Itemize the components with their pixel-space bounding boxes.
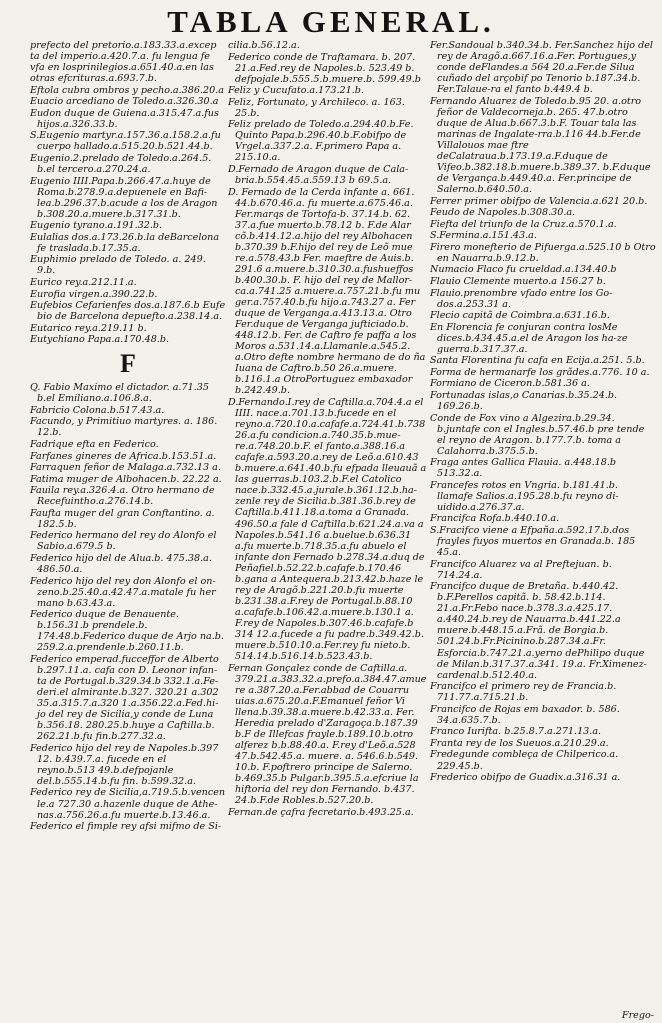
catchword: Frego- (621, 1010, 654, 1021)
index-entry: Francifco el primero rey de Francia.b. 711.77.a.715.21.b. (430, 681, 617, 704)
index-entry: Francifco Aluarez va al Preftejuan. b. 714.24.a. (430, 558, 612, 581)
index-entry: Eulalias dos.a.173.26.b.la deBarcelona fe traslada.b.17.35.a. (30, 231, 220, 254)
index-entry: Federico hijo del rey de Napoles.b.397 12. b.439.7.a. fucede en el reyno.b.513 49.b.defpojanle del.b.555.14.b.fu fin. b.599.32.a. (30, 742, 219, 787)
index-entry: Federico hermano del rey do Alonfo el Sabio.a.679.5 b. (30, 530, 217, 553)
index-entry: Flauio.prenombre vfado entre los Go-dos.a.253.31 a. (430, 287, 613, 310)
index-entry: Euacio arcediano de Toledo.a.326.30.a (30, 96, 219, 108)
index-entry: Faufta muger del gran Conftantino. a. 182.5.b. (30, 507, 215, 530)
index-entry: S.Fermina.a.151.43.a. (430, 230, 537, 242)
index-entry: Fraga antes Gallica Flauia. a.448.18.b 513.32.a. (430, 457, 617, 480)
index-entry: D.Fernado de Aragon duque de Cala-bria.b.554.45.a.559.13 b 69.5.a. (228, 164, 409, 187)
index-entry: Francefes rotos en Vngria. b.181.41.b. llamafe Salios.a.195.28.b.fu reyno di-uidido.a.276.37.a. (430, 479, 619, 513)
index-entry: Flecio capitã de Coimbra.a.631.16.b. (430, 310, 610, 322)
index-entry: Eutarico rey.a.219.11 b. (30, 322, 147, 334)
index-entry: Frederico obifpo de Guadix.a.316.31 a. (430, 772, 621, 784)
index-entry: Federico duque de Benauente. b.156.31.b prendele.b. 174.48.b.Federico duque de Arjo na.b. 259.2.a.prendenle.b.260.11.b. (30, 609, 224, 654)
section-letter: F (120, 349, 136, 379)
page-header (0, 0, 662, 40)
index-column-1 (30, 40, 226, 1019)
index-entry: Feliz, Fortunato, y Archileco. a. 163. 25.b. (228, 96, 405, 119)
index-entry: prefecto del pretorio.a.183.33.a.excep ta del imperio.a.420.7.a. fu lengua fe vfa en losprinilegios.a.651.40.a.en las otras efcrituras.a.693.7.b. (30, 40, 217, 85)
index-entry: Fer.Sandoual b.340.34.b. Fer.Sanchez hijo del rey de Aragõ.a.667.16.a.Fer. Portugues,y conde deFlandes.a 564 20.a.Fer.de Silua cuñado del arçobif po Tenorio b.187.34.b. Fer.Talaue-ra el fanto b.449.4 b. (430, 40, 653, 96)
index-entry: Federico hijo del de Alua.b. 475.38.a. 486.50.a. (30, 552, 212, 576)
index-entry: Fabricio Colona.b.517.43.a. (30, 404, 165, 416)
index-entry: Euphimio prelado de Toledo. a. 249. 9.b. (30, 254, 206, 277)
index-entry: Fatima muger de Albohacen.b. 22.22 a. (30, 473, 222, 485)
index-entry: Fernan.de çafra fecretario.b.493.25.a. (228, 806, 414, 818)
index-entry: Franta rey de los Sueuos.a.210.29.a. (430, 737, 609, 749)
index-entry: Firero monefterio de Pifuerga.a.525.10 b Otro en Nauarra.b.9.12.b. (430, 241, 656, 264)
index-entry: cilia.b.56.12.a. (228, 40, 300, 51)
index-entry: Conde de Fox vino a Algezira.b.29.34. b.juntafe con el Ingles.b.57.46.b pre tende el reyno de Aragon. b.177.7.b. toma a Calahorra.b.375.5.b. (430, 412, 645, 457)
index-entry: Q. Fabio Maximo el dictador. a.71.35 b.el Emiliano.a.106.8.a. (30, 382, 209, 405)
index-entry: S.Eugenio martyr.a.157.36.a.158.2.a.fu cuerpo hallado.a.515.20.b.521.44.b. (30, 130, 221, 153)
index-entry: En Florencia fe conjuran contra losMe dices.b.434.45.a.el de Aragon los ha-ze guerra.b.317.37.a. (430, 321, 628, 355)
index-entry: Fernan Gonçalez conde de Caftilla.a. 379.21.a.383.32.a.prefo.a.384.47.amue re a.387.20.a.Fer.abbad de Couarru uias.a.675.20.a.F.Emanuel feñor Vi llena.b.39.38.a.muere.b.42.33.a. Fer. Heredia prelado d'Zaragoça.b.187.39 b.F de Illefcas frayle.b.189.10.b.otro alferez b.b.88.40.a. F.rey d'Leõ.a.528 47.b.542.45.a. muere. a. 546.6.b.549. 10.b. F.poftrero principe de Salerno. b.469.35.b Pulgar.b.395.5.a.efcriue la hiftoria del rey don Fernando. b.437. 24.b.F.de Robles.b.527.20.b. (228, 662, 427, 807)
index-entry: Eugenio tyrano.a.191.32.b. (30, 220, 163, 232)
index-entry: Franco Iurifta. b.25.8.7.a.271.13.a. (430, 726, 602, 738)
index-column-2 (228, 40, 428, 1019)
index-entry: Francifco de Rojas em baxador. b. 586. 34.a.635.7.b. (430, 703, 620, 726)
index-entry: Eufebios Cefarienfes dos.a.187.6.b Eufe bio de Barcelona depuefto.a.238.14.a. (30, 300, 226, 323)
index-entry: Feliz prelado de Toledo.a.294.40.b.Fe. Quinto Papa.b.296.40.b.F.obifpo de Vrgel.a.337.2.a. F.primero Papa a. 215.10.a. (228, 119, 414, 164)
index-entry: Eugenio IIII.Papa.b.266.47.a.huye de Roma.b.278.9.a.depuenele en Bafi-lea.b.296.37.b.acude a los de Aragon b.308.20.a.muere.b.317.31.b. (30, 175, 218, 220)
index-entry: Formiano de Ciceron.b.581.36 a. (430, 378, 590, 390)
index-entry: Federico rey de Sicilia,a.719.5.b.vencen le.a 727.30 a.hazenle duque de Athe-nas.a.756.26.a.fu muerte.b.13.46.a. (30, 787, 226, 821)
index-entry: Facundo, y Primitiuo martyres. a. 186. 12.b. (30, 416, 218, 439)
index-entry: Eurofia virgen.a.390.22.b. (30, 288, 158, 300)
index-entry: Eudon duque de Guiena.a.315.47.a.fus hijos.a.326.33.b. (30, 107, 219, 130)
index-entry: Eurico rey.a.212.11.a. (30, 276, 137, 288)
index-entry: Fredegunde combleça de Chilperico.a. 229.45.b. (430, 749, 619, 772)
index-entry: Fiefta del triunfo de la Cruz.a.570.1.a. (430, 218, 617, 230)
index-entry: Feudo de Napoles.b.308.30.a. (430, 207, 576, 219)
index-entry: Federico el fimple rey afsi mifmo de Si- (30, 821, 222, 833)
index-entry: Farfanes gineres de Africa.b.153.51.a. (30, 450, 217, 462)
index-column-3 (430, 40, 656, 1019)
index-entry: Fadrique efta en Federico. (30, 439, 159, 450)
index-entry: Flauio Clemente muerto.a 156.27 b. (430, 275, 606, 287)
index-entry: Eutychiano Papa.a.170.48.b. (30, 334, 170, 346)
index-entry: Federico hijo del rey don Alonfo el on-zeno.b.25.40.a.42.47.a.matale fu her mano b.63.43.a. (30, 575, 216, 609)
index-entry: Numacio Flaco fu crueldad.a.134.40.b (430, 264, 617, 276)
index-entry: Federico emperad.fucceffor de Alberto b.297.11.a. cafa con D. Leonor infan-ta de Portugal.b.329.34.b 332.1.a.Fe-deri.el almirante.b.327. 320.21 a.302 35.a.315.7.a.320 1.a.356.22.a.Fed.hi-jo del rey de Sicilia,y conde de Luna b.356.18. 280.25.b.huye a Caftilla.b. 262.21.b.fu fin.b.277.32.a. (30, 653, 219, 743)
index-entry: D. Fernado de la Cerda infante a. 661. 44.b.670.46.a. fu muerte.a.675.46.a. Fer.marqs de Tortofa-b. 37.14.b. 62. 37.a.fue muerto.b.78.12 b. F.de Alar cõ.b.414.12.a.hijo del rey Albohacen b.370.39 b.F.hijo del rey de Leõ mue re.a.578.43.b Fer. maeftre de Auis.b. 291.6 a.muere.b.310.30.a.fushueffos b.400.30.b. F. hijo del rey de Mallor-ca.a.741.25 a.muere.a.757.21.b.fu mu ger.a.757.40.b.fu hijo.a.743.27 a. Fer duque de Verganga.a.413.13.a. Otro Fer.duque de Verganga jufticiado.b. 448.12.b. Fer. de Caftro fe paffa a los Moros a.531.14.a.Llamanle.a.545.2. a.Otro defte nombre hermano de do ña Iuana de Caftro.b.50 26.a.muere. b.116.1.a OtroPortuguez embaxador b.242.49.b. (228, 186, 426, 397)
index-entry: Federico conde de Traftamara. b. 207. 21.a.Fed.rey de Napoles.b. 523.49 b. defpojale.b.555.5.b.muere.b. 599.49.b (228, 51, 421, 85)
index-entry: Francifca Rofa.b.440.10.a. (430, 513, 560, 525)
index-entry: Fauila rey.a.326.4.a. Otro hermano de Recefuintho.a.276.14.b. (30, 485, 215, 508)
index-entry: Farraquen feñor de Malaga.a.732.13 a. (30, 462, 221, 474)
index-entry: Eugenio.2.prelado de Toledo.a.264.5. b.el tercero.a.270.24.a. (30, 152, 212, 176)
index-entry: Fernando Aluarez de Toledo.b.95 20. a.otro feñor de Valdecorneja.b. 265. 47.b.otro duque de Alua.b.667.3.b.F. Touar tala las marinas de Ingalate-rra.b.116 44.b.Fer.de Villalouos mae ftre deCalatraua.b.173.19.a.F.duque de Vifeo.b.382.18.b.muere.b.389.37. b.F.duque de Vergança.b.449.40.a. Fer.principe de Salerno.b.640.50.a. (430, 95, 651, 196)
index-entry: Forma de hermanarfe los grãdes.a.776. 10 a. (430, 366, 650, 378)
index-entry: Eftola cubra ombros y pecho.a.386.20.a (30, 84, 225, 96)
index-entry: D.Fernando.I.rey de Caftilla.a.704.4.a el IIII. nace.a.701.13.b.fucede en el reyno.a.720.10.a.cafafe.a.724.41.b.738 26.a.fu condicion.a.740.35.b.mue-re.a.748.20.b.F. el fanto.a.388.16.a cafafe.a.593.20.a.rey de Leõ.a.610.43 b.muere.a.641.40.b.fu efpada lleuauã a las guerras.b.103.2.b.F.el Catolico nace.b.332.45.a.jurale.b.361.12.b.ha-zenle rey de Sicilia.b.381.36.b.rey de Caftilla.b.411.18.a.toma a Granada. 496.50.a fale d Caftilla.b.621.24.a.va a Napoles.b.541.16 a.buelue.b.636.31 a.fu muerte.b.718.35.a.fu abuelo el infante don Fernado b.278.34.a.duq de Peñafiel.b.52.22.b.cafafe.b.170.46 b.gana a Antequera.b.213.42.b.haze le rey de Aragõ.b.221.20.b.fu muerte b.231.38.a.F.rey de Portugal.b.88.10 a.cafafe.b.106.42.a.muere.b.130.1 a. F.rey de Napoles.b.307.46.b.cafafe.b 314 12.a.fucede a fu padre.b.349.42.b. muere.b.510.10.a.Fer.rey fu nieto.b. 514.14.b.516.14.b.523.43.b. (228, 397, 427, 663)
page-title: TABLA GENERAL. (167, 4, 495, 39)
index-entry: Santa Florentina fu cafa en Ecija.a.251. 5.b. (430, 355, 645, 367)
index-entry: Francifco duque de Bretaña. b.440.42. b.F.Perellos capitã. b. 58.42.b.114. 21.a.Fr.Febo nace.b.378.3.a.425.17. a.440.24.b.rey de Nauarra.b.441.22.a muere.b.448.15.a.Frã. de Borgia.b. 501.24.b.Fr.Picinino.b.287.34.a.Fr. Esforcia.b.747.21.a.yerno dePhilipo duque de Milan.b.317.37.a.341. 19.a. Fr.Ximenez-cardenal.b.512.40.a. (430, 581, 647, 681)
index-entry: Ferrer primer obifpo de Valencia.a.621 20.b. (430, 195, 648, 207)
index-entry: Feliz y Cucufato.a.173.21.b. (228, 85, 364, 97)
index-entry: Fortunadas islas,o Canarias.b.35.24.b. 169.26.b. (430, 389, 618, 412)
index-entry: S.Fracifco viene a Efpaña.a.592.17.b.dos frayles fuyos muertos en Granada.b. 185 45.a. (430, 525, 636, 559)
